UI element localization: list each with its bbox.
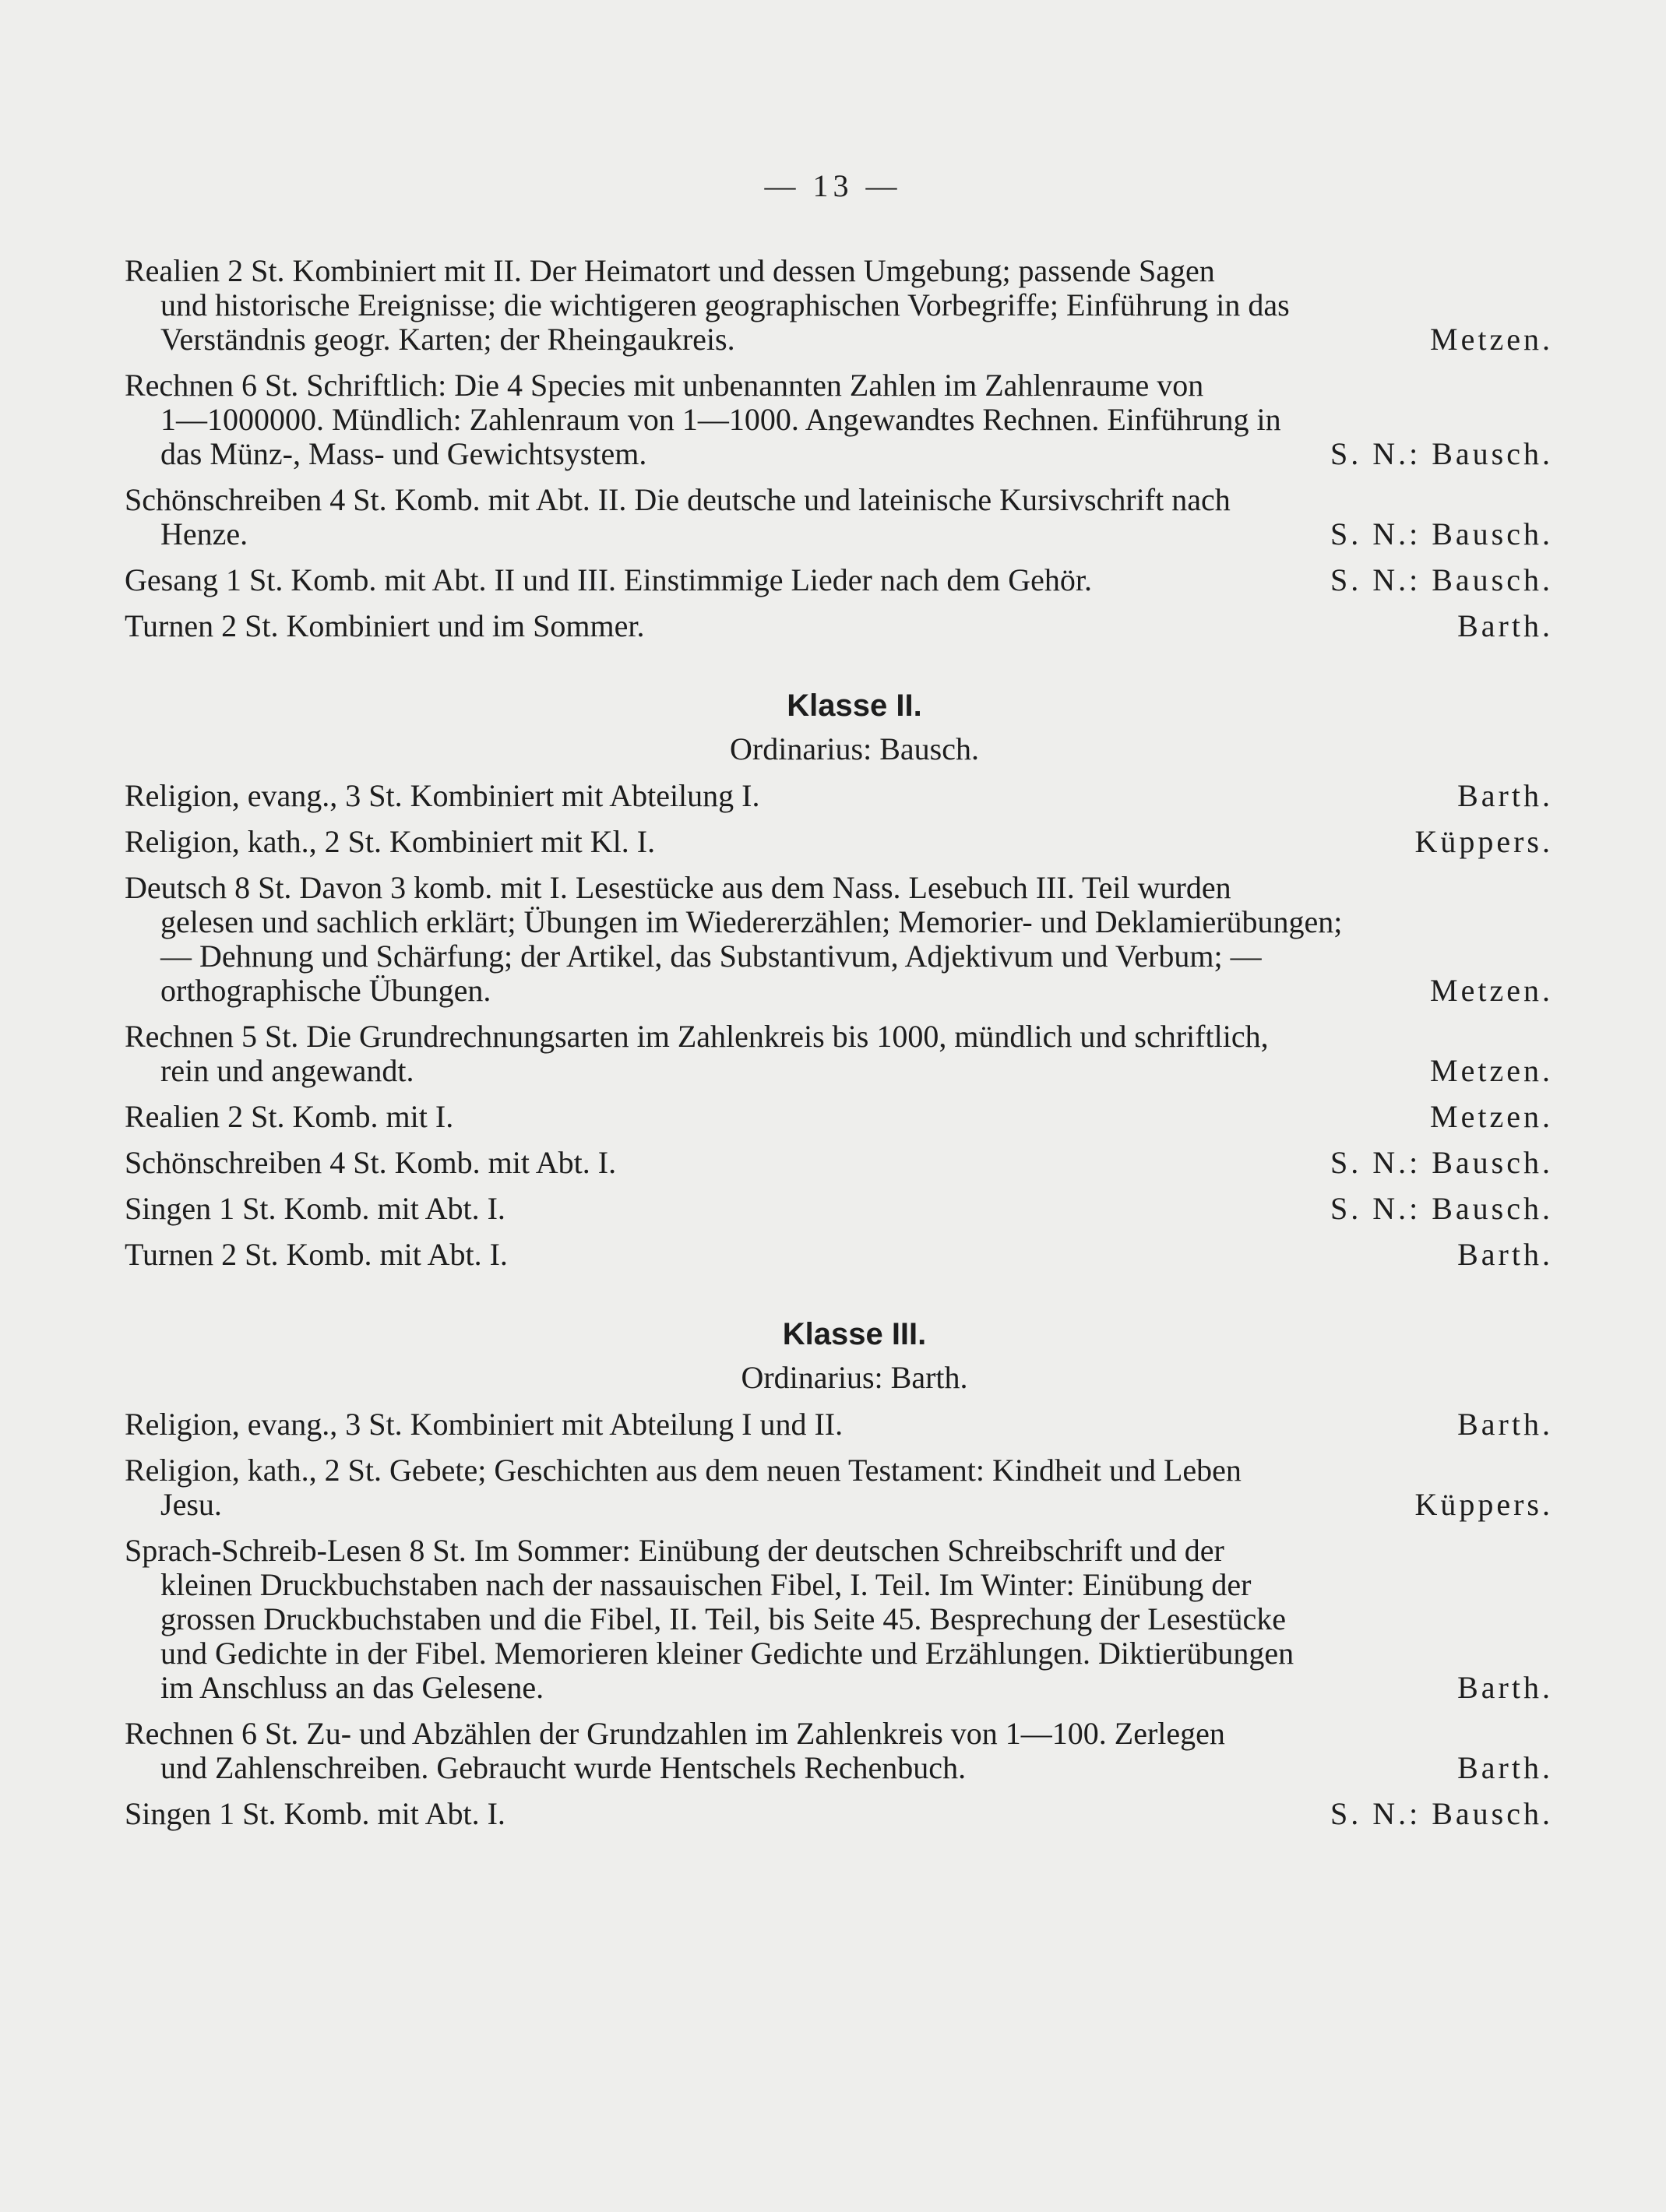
entry-text-line: Rechnen 6 St. Zu- und Abzählen der Grundzahlen im Zahlenkreis von 1—100. Zerlegen bbox=[125, 1716, 1225, 1751]
entry-text-line: 1—1000000. Mündlich: Zahlenraum von 1—1000. Angewandtes Rechnen. Einführung in bbox=[160, 402, 1281, 437]
subject-entry bbox=[125, 1797, 1553, 1831]
subject-entry bbox=[125, 1192, 1553, 1226]
entry-text-line: Jesu. bbox=[160, 1487, 222, 1522]
teacher-name: Barth. bbox=[1457, 1670, 1553, 1705]
teacher-name: Metzen. bbox=[1430, 1099, 1553, 1134]
entry-text-line: und Gedichte in der Fibel. Memorieren kleiner Gedichte und Erzählungen. Diktierübungen bbox=[160, 1636, 1294, 1671]
section-klasse-i-continued bbox=[125, 254, 1553, 643]
heading-klasse-ii: Klasse II. bbox=[787, 689, 922, 723]
subject-entry bbox=[125, 871, 1553, 1008]
entry-text-line: Religion, evang., 3 St. Kombiniert mit Abteilung I und II. bbox=[125, 1407, 844, 1442]
teacher-name: Barth. bbox=[1457, 1750, 1553, 1785]
entry-text-line: Religion, kath., 2 St. Kombiniert mit Kl. I. bbox=[125, 824, 656, 859]
ordinarius-klasse-ii: Ordinarius: Bausch. bbox=[730, 731, 979, 766]
teacher-name: Metzen. bbox=[1430, 322, 1553, 357]
entry-text-line: Realien 2 St. Komb. mit I. bbox=[125, 1099, 454, 1134]
ordinarius-klasse-iii: Ordinarius: Barth. bbox=[741, 1360, 968, 1395]
entry-text-line: Schönschreiben 4 St. Komb. mit Abt. I. bbox=[125, 1145, 617, 1180]
teacher-name: S. N.: Bausch. bbox=[1330, 562, 1553, 597]
entry-text-line: grossen Druckbuchstaben und die Fibel, II. Teil, bis Seite 45. Besprechung der Lesestücke bbox=[160, 1601, 1286, 1636]
entry-text-line: Realien 2 St. Kombiniert mit II. Der Heimatort und dessen Umgebung; passende Sagen bbox=[125, 253, 1215, 288]
entry-text-line: Rechnen 6 St. Schriftlich: Die 4 Species mit unbenannten Zahlen im Zahlenraume von bbox=[125, 368, 1204, 403]
entry-text-line: rein und angewandt. bbox=[160, 1053, 414, 1088]
teacher-name: S. N.: Bausch. bbox=[1330, 516, 1553, 551]
subject-entry bbox=[125, 563, 1553, 597]
subject-entry bbox=[125, 1100, 1553, 1134]
teacher-name: S. N.: Bausch. bbox=[1330, 1796, 1553, 1831]
page-content bbox=[125, 254, 1553, 1843]
subject-entry bbox=[125, 1407, 1553, 1442]
teacher-name: S. N.: Bausch. bbox=[1330, 1191, 1553, 1226]
entry-text-line: Sprach-Schreib-Lesen 8 St. Im Sommer: Einübung der deutschen Schreibschrift und der bbox=[125, 1533, 1224, 1568]
subject-entry bbox=[125, 1146, 1553, 1180]
entry-text-line: kleinen Druckbuchstaben nach der nassauischen Fibel, I. Teil. Im Winter: Einübung der bbox=[160, 1567, 1252, 1602]
subject-entry bbox=[125, 1020, 1553, 1088]
section-klasse-iii bbox=[125, 1407, 1553, 1831]
teacher-name: Barth. bbox=[1457, 1237, 1553, 1272]
entry-text-line: Turnen 2 St. Kombiniert und im Sommer. bbox=[125, 608, 645, 643]
teacher-name: Barth. bbox=[1457, 608, 1553, 643]
section-klasse-ii bbox=[125, 779, 1553, 1272]
subject-entry bbox=[125, 1717, 1553, 1785]
subject-entry bbox=[125, 1453, 1553, 1522]
entry-text-line: Singen 1 St. Komb. mit Abt. I. bbox=[125, 1796, 505, 1831]
entry-text-line: und historische Ereignisse; die wichtigeren geographischen Vorbegriffe; Einführung in das bbox=[160, 287, 1290, 322]
entry-text-line: Religion, evang., 3 St. Kombiniert mit Abteilung I. bbox=[125, 778, 760, 813]
teacher-name: Barth. bbox=[1457, 1407, 1553, 1442]
entry-text-line: Gesang 1 St. Komb. mit Abt. II und III. Einstimmige Lieder nach dem Gehör. bbox=[125, 562, 1092, 597]
page-number: — 13 — bbox=[764, 168, 902, 203]
entry-text-line: Schönschreiben 4 St. Komb. mit Abt. II. Die deutsche und lateinische Kursivschrift nach bbox=[125, 482, 1231, 517]
entry-text-line: das Münz-, Mass- und Gewichtsystem. bbox=[160, 436, 647, 471]
teacher-name: Küppers. bbox=[1414, 1487, 1553, 1522]
teacher-name: S. N.: Bausch. bbox=[1330, 436, 1553, 471]
entry-text-line: orthographische Übungen. bbox=[160, 973, 491, 1008]
subject-entry bbox=[125, 1238, 1553, 1272]
teacher-name: Metzen. bbox=[1430, 973, 1553, 1008]
subject-entry bbox=[125, 779, 1553, 813]
teacher-name: Barth. bbox=[1457, 778, 1553, 813]
teacher-name: Küppers. bbox=[1414, 824, 1553, 859]
subject-entry bbox=[125, 368, 1553, 471]
entry-text-line: Deutsch 8 St. Davon 3 komb. mit I. Lesestücke aus dem Nass. Lesebuch III. Teil wurden bbox=[125, 870, 1231, 905]
entry-text-line: Henze. bbox=[160, 516, 248, 551]
entry-text-line: Singen 1 St. Komb. mit Abt. I. bbox=[125, 1191, 505, 1226]
subject-entry bbox=[125, 825, 1553, 859]
entry-text-line: im Anschluss an das Gelesene. bbox=[160, 1670, 544, 1705]
subject-entry bbox=[125, 254, 1553, 357]
entry-text-line: Religion, kath., 2 St. Gebete; Geschichten aus dem neuen Testament: Kindheit und Leben bbox=[125, 1453, 1242, 1488]
entry-text-line: Verständnis geogr. Karten; der Rheingaukreis. bbox=[160, 322, 735, 357]
entry-text-line: Turnen 2 St. Komb. mit Abt. I. bbox=[125, 1237, 508, 1272]
entry-text-line: — Dehnung und Schärfung; der Artikel, das Substantivum, Adjektivum und Verbum; — bbox=[160, 939, 1262, 974]
teacher-name: S. N.: Bausch. bbox=[1330, 1145, 1553, 1180]
entry-text-line: und Zahlenschreiben. Gebraucht wurde Hentschels Rechenbuch. bbox=[160, 1750, 967, 1785]
entry-text-line: Rechnen 5 St. Die Grundrechnungsarten im Zahlenkreis bis 1000, mündlich und schriftlich, bbox=[125, 1019, 1269, 1054]
heading-klasse-iii: Klasse III. bbox=[782, 1317, 927, 1351]
subject-entry bbox=[125, 483, 1553, 551]
subject-entry bbox=[125, 1534, 1553, 1705]
teacher-name: Metzen. bbox=[1430, 1053, 1553, 1088]
entry-text-line: gelesen und sachlich erklärt; Übungen im Wiedererzählen; Memorier- und Deklamierübungen; bbox=[160, 904, 1343, 939]
subject-entry bbox=[125, 609, 1553, 643]
